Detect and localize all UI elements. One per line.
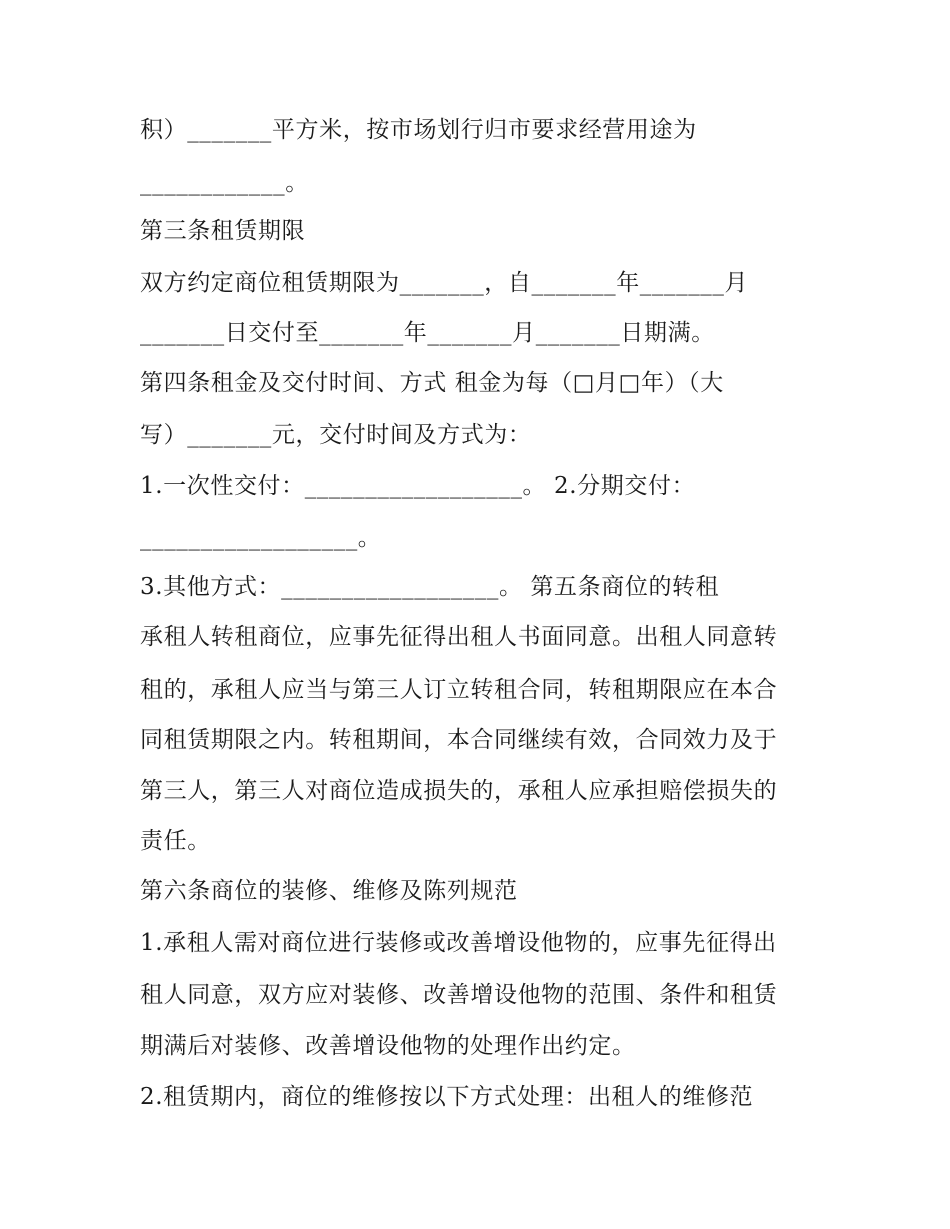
text-line: 2.租赁期内，商位的维修按以下方式处理：出租人的维修范 xyxy=(140,1084,754,1110)
text-line: 1.承租人需对商位进行装修或改善增设他物的，应事先征得出 xyxy=(140,930,777,956)
text-line: 积）_______平方米，按市场划行归市要求经营用途为 xyxy=(140,117,697,143)
text-line: 3.其他方式：__________________。 第五条商位的转租 xyxy=(140,574,720,600)
text-line: 双方约定商位租赁期限为_______，自_______年_______月 xyxy=(140,270,749,296)
section-heading: 第六条商位的装修、维修及陈列规范 xyxy=(140,878,518,904)
text-line: _______日交付至_______年_______月_______日期满。 xyxy=(140,320,715,346)
text-line: 租的，承租人应当与第三人订立转租合同，转租期限应在本合 xyxy=(140,677,778,703)
section-heading: 第四条租金及交付时间、方式 租金为每（□月□年）（大 xyxy=(140,370,724,396)
section-heading: 第三条租赁期限 xyxy=(140,218,306,244)
text-line: 同租赁期限之内。转租期间，本合同继续有效，合同效力及于 xyxy=(140,727,778,753)
text-line: ____________。 xyxy=(140,170,309,196)
text-line: __________________。 xyxy=(140,525,382,551)
text-line: 写）_______元，交付时间及方式为： xyxy=(140,422,532,448)
text-line: 责任。 xyxy=(140,828,211,854)
text-line: 承租人转租商位，应事先征得出租人书面同意。出租人同意转 xyxy=(140,624,778,650)
text-line: 期满后对装修、改善增设他物的处理作出约定。 xyxy=(140,1033,636,1059)
text-line: 第三人，第三人对商位造成损失的，承租人应承担赔偿损失的 xyxy=(140,778,778,804)
text-line: 租人同意，双方应对装修、改善增设他物的范围、条件和租赁 xyxy=(140,982,778,1008)
text-line: 1.一次性交付：__________________。 2.分期交付： xyxy=(140,473,696,499)
